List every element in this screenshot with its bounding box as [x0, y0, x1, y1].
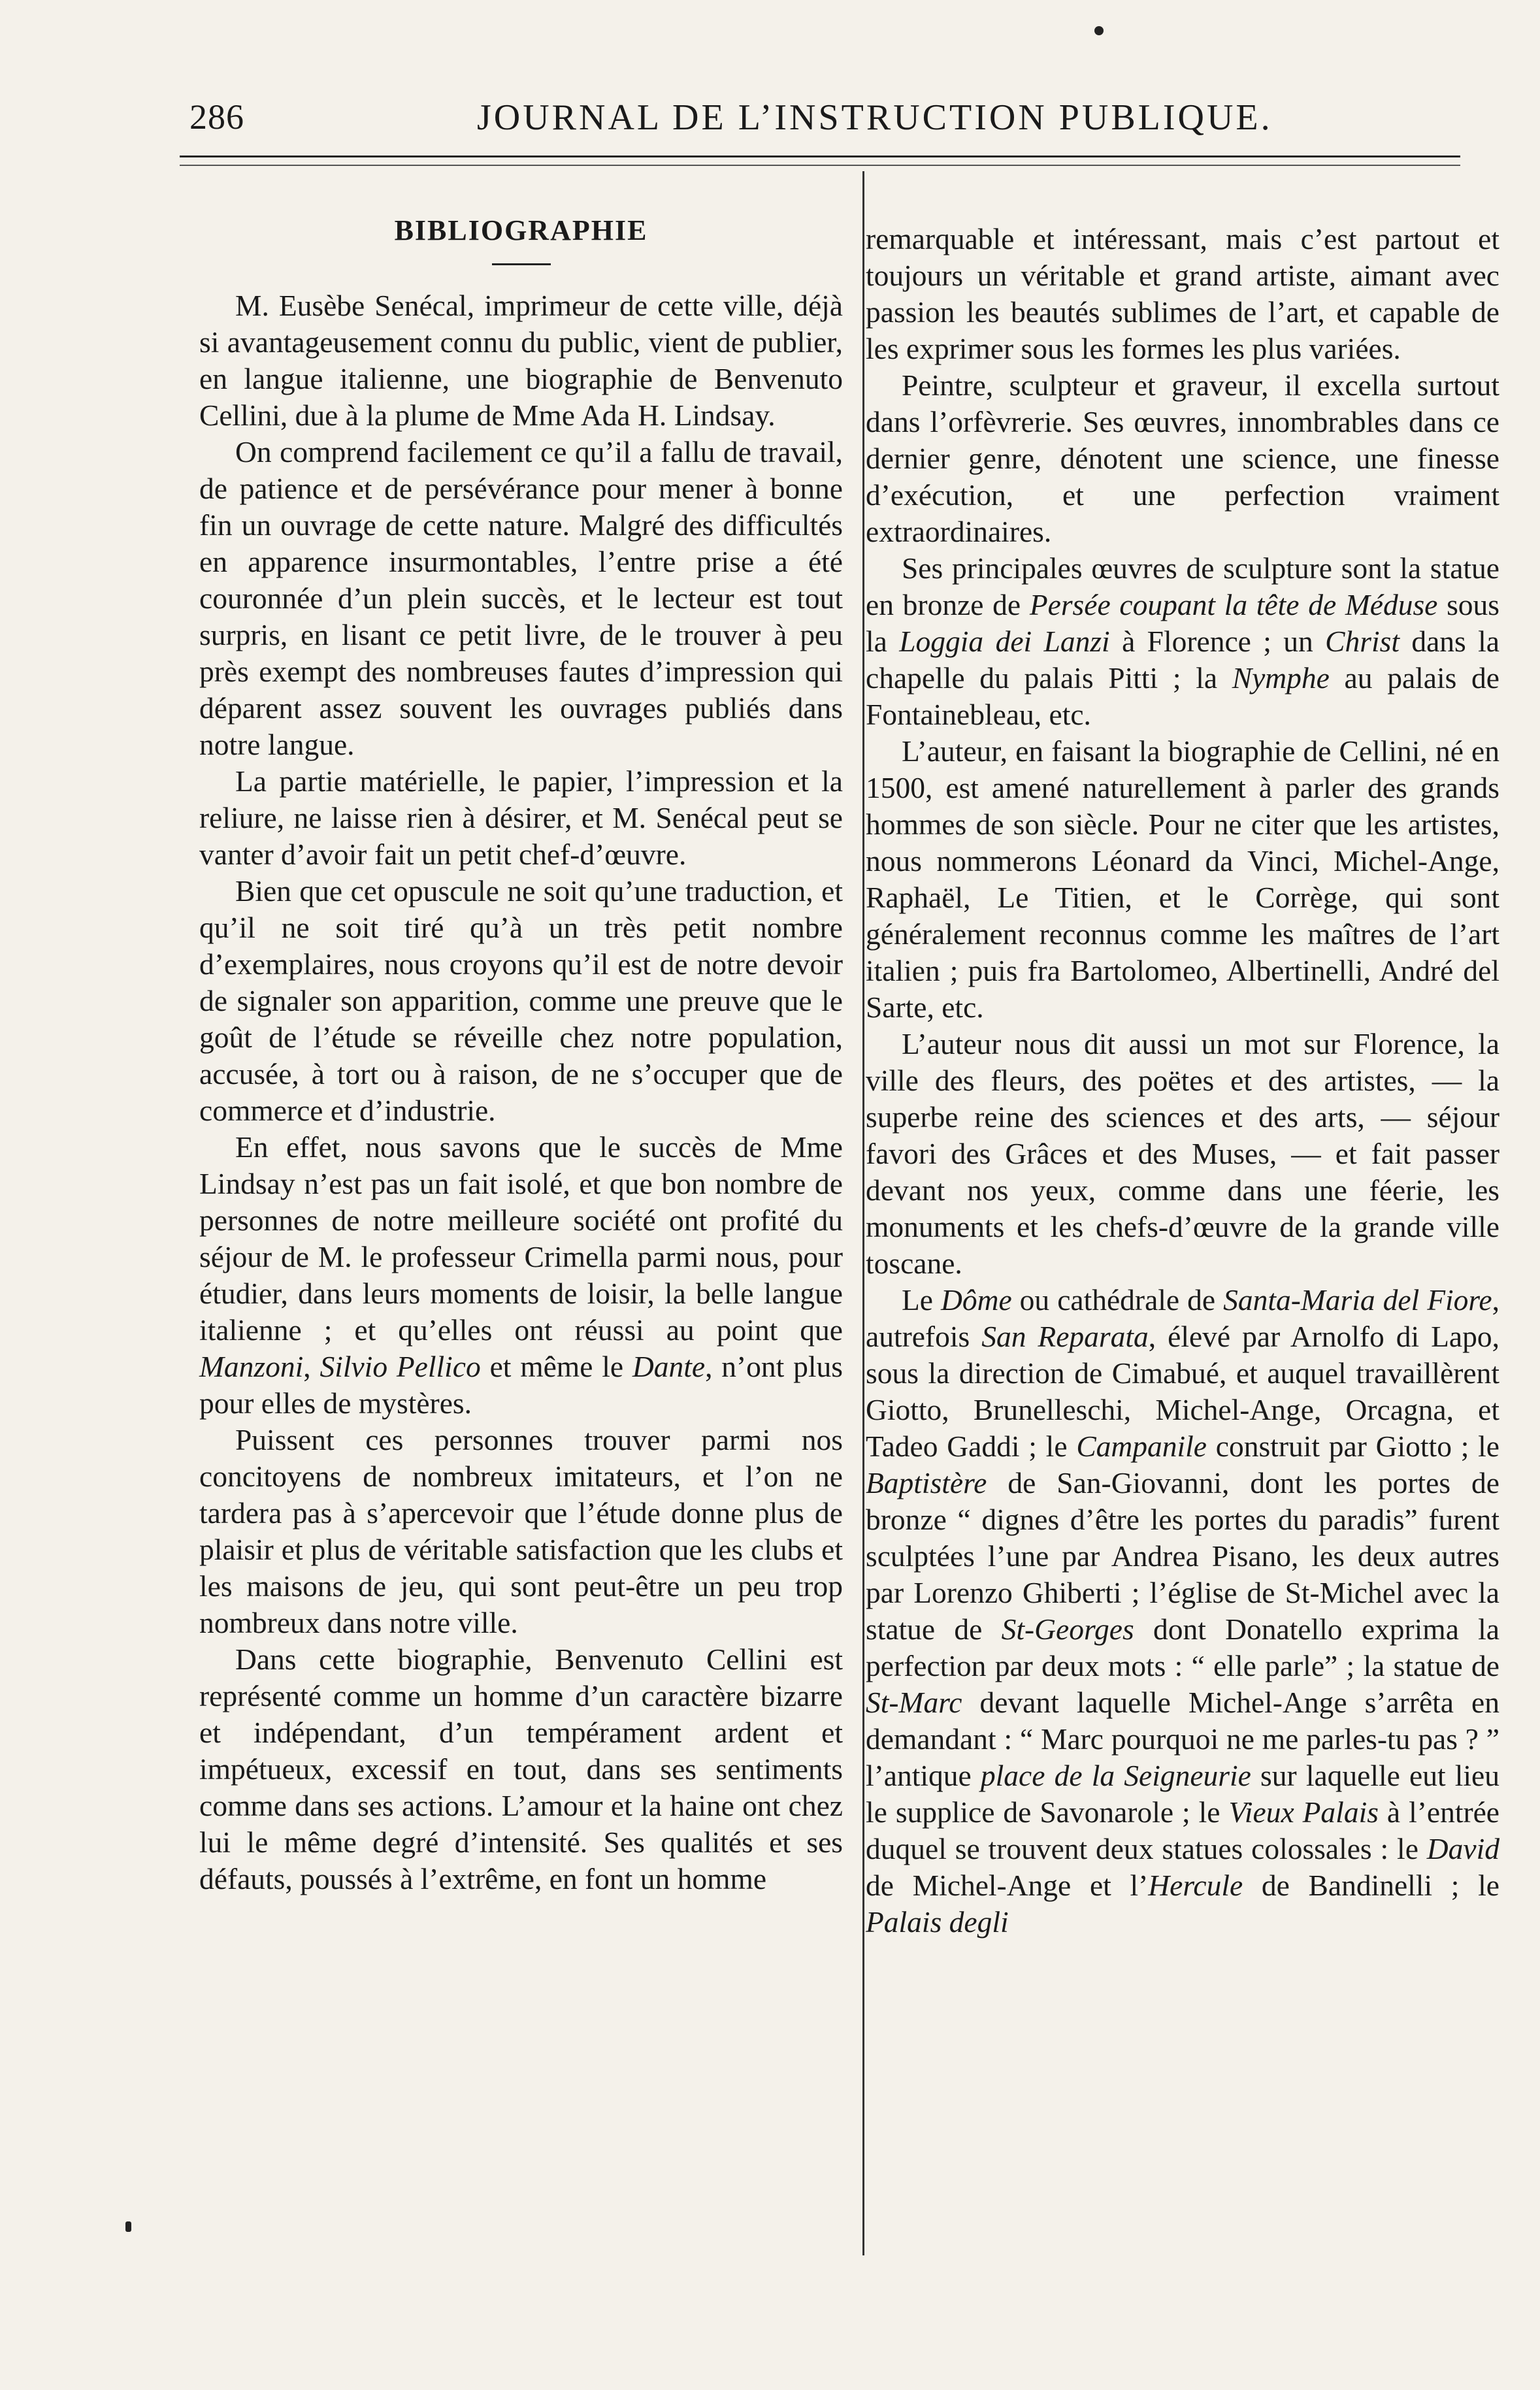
italic-title: Persée coupant la tête de Méduse	[1029, 588, 1438, 621]
italic-title: place de la Seigneurie	[980, 1759, 1251, 1792]
text-run: de San-Giovanni, dont les portes de bronze “ dignes d’être les portes du paradis” furent sculptées l’une par Andrea Pisano, les deux autres par Lorenzo Ghiberti ; l’église de St-Michel avec la statue de	[866, 1466, 1499, 1646]
text-run: sur laquelle eut lieu le supplice de Savonarole ; le	[866, 1759, 1499, 1829]
text-run: sous la	[866, 588, 1499, 658]
paragraph: Puissent ces personnes trouver parmi nos concitoyens de nombreux imitateurs, et l’on ne tardera pas à s’apercevoir que l’étude donne plus de plaisir et plus de véritable satisfaction que les clubs et les maisons de jeu, qui sont peut-être un peu trop nombreux dans notre ville.	[199, 1423, 843, 1639]
page-header	[189, 90, 1300, 149]
paragraph: Bien que cet opuscule ne soit qu’une traduction, et qu’il ne soit tiré qu’à un très petit nombre d’exemplaires, nous croyons qu’il est de notre devoir de signaler son apparition, comme une preuve que le goût de l’étude se réveille chez notre population, accusée, à tort ou à raison, de ne s’occuper que de commerce et d’industrie.	[199, 874, 843, 1127]
text-run: dans la chapelle du palais Pitti ; la	[866, 625, 1499, 695]
left-column	[199, 212, 843, 1897]
text-run: au palais de Fontainebleau, etc.	[866, 661, 1499, 731]
paragraph: L’auteur, en faisant la biographie de Cellini, né en 1500, est amené naturellement à parler des grands hommes de son siècle. Pour ne citer que les artistes, nous nommerons Léonard da Vinci, Michel-Ange, Raphaël, Le Titien, et le Corrège, qui sont généralement reconnus comme les maîtres de l’art italien ; puis fra Bartolomeo, Albertinelli, André del Sarte, etc.	[866, 734, 1499, 1024]
italic-title: Campanile	[1076, 1430, 1207, 1463]
running-title: JOURNAL DE L’INSTRUCTION PUBLIQUE.	[477, 97, 1273, 138]
text-run: à Florence ; un	[1109, 625, 1326, 658]
italic-title: Hercule	[1148, 1869, 1243, 1902]
header-rule-thin	[180, 165, 1460, 166]
text-run: de Bandinelli ; le	[1243, 1869, 1499, 1902]
italic-title: St-Georges	[1001, 1612, 1134, 1646]
page-number: 286	[189, 97, 244, 137]
margin-mark	[125, 2221, 131, 2232]
paragraph	[866, 1282, 1499, 1940]
italic-title: Baptistère	[866, 1466, 987, 1499]
text-run: devant laquelle Michel-Ange s’arrêta en demandant : “ Marc pourquoi ne me parles-tu pas ? ” l’antique	[866, 1686, 1499, 1792]
text-run: ou cathédrale de	[1011, 1283, 1224, 1317]
paragraph: Dans cette biographie, Benvenuto Cellini est représenté comme un homme d’un caractère bizarre et indépendant, d’un tempérament ardent et impétueux, excessif en tout, dans ses sentiments comme dans ses actions. L’amour et la haine ont chez lui le même degré d’intensité. Ses qualités et ses défauts, poussés à l’extrême, en font un homme	[199, 1643, 843, 1895]
italic-title: David	[1426, 1832, 1499, 1865]
italic-title: Palais degli	[866, 1905, 1009, 1939]
right-column	[866, 221, 1499, 1940]
text-run: à l’entrée duquel se trouvent deux statues colossales : le	[866, 1795, 1499, 1865]
italic-title: Nymphe	[1232, 661, 1330, 695]
text-run: , n’ont plus pour elles de mystères.	[199, 1350, 843, 1420]
italic-title: St-Marc	[866, 1686, 962, 1719]
text-run: construit par Giotto ; le	[1207, 1430, 1499, 1463]
italic-title: Vieux Palais	[1228, 1795, 1379, 1829]
paragraph: M. Eusèbe Senécal, imprimeur de cette ville, déjà si avantageusement connu du public, vient de publier, en langue italienne, une biographie de Benvenuto Cellini, due à la plume de Mme Ada H. Lindsay.	[199, 289, 843, 432]
text-run: , autrefois	[866, 1283, 1499, 1353]
paragraph: On comprend facilement ce qu’il a fallu de travail, de patience et de persévérance pour mener à bonne fin un ouvrage de cette nature. Malgré des difficultés en apparence insurmontables, l’entre prise a été couronnée d’un plein succès, et le lecteur est tout surpris, en lisant ce petit livre, de le trouver à peu près exempt des nombreuses fautes d’impression qui déparent assez souvent les ouvrages publiés dans notre langue.	[199, 435, 843, 761]
italic-title: Loggia dei Lanzi	[899, 625, 1110, 658]
text-run: Ses principales œuvres de sculpture sont la statue en bronze de	[866, 551, 1499, 621]
italic-title: Dante	[632, 1350, 706, 1383]
heading-dash	[492, 263, 551, 265]
paragraph	[199, 1129, 843, 1422]
text-run: ,	[303, 1350, 320, 1383]
text-run: , élevé par Arnolfo di Lapo, sous la direction de Cimabué, et auquel travaillèrent Giotto, Brunelleschi, Michel-Ange, Orcagna, et Tadeo Gaddi ; le	[866, 1320, 1500, 1463]
text-run: En effet, nous savons que le succès de Mme Lindsay n’est pas un fait isolé, et que bon nombre de personnes de notre meilleure société ont profité du séjour de M. le professeur Crimella parmi nous, pour étudier, dans leurs moments de loisir, la belle langue italienne ; et qu’elles ont réussi au point que	[199, 1130, 843, 1347]
header-rule	[180, 156, 1460, 157]
italic-title: San Reparata	[981, 1320, 1149, 1353]
italic-title: Dôme	[941, 1283, 1012, 1317]
paragraph: remarquable et intéressant, mais c’est partout et toujours un véritable et grand artiste, aimant avec passion les beautés sublimes de l’art, et capable de les exprimer sous les formes les plus variées.	[866, 222, 1499, 365]
italic-title: Silvio Pellico	[319, 1350, 481, 1383]
column-divider	[862, 171, 864, 2255]
italic-title: Manzoni	[199, 1350, 304, 1383]
paragraph: La partie matérielle, le papier, l’impression et la reliure, ne laisse rien à désirer, et M. Senécal peut se vanter d’avoir fait un petit chef-d’œuvre.	[199, 764, 843, 871]
text-run: de Michel-Ange et l’	[866, 1869, 1149, 1902]
section-heading: BIBLIOGRAPHIE	[394, 214, 648, 246]
paragraph	[866, 550, 1499, 733]
italic-title: Santa-Maria del Fiore	[1223, 1283, 1492, 1317]
text-run: et même le	[480, 1350, 632, 1383]
text-run: dont Donatello exprima la perfection par deux mots : “ elle parle” ; la statue de	[866, 1612, 1500, 1682]
paragraph: Peintre, sculpteur et graveur, il excella surtout dans l’orfèvrerie. Ses œuvres, innombrables dans ce dernier genre, dénotent une science, une finesse d’exécution, et une perfection vraiment extraordinaires.	[866, 368, 1499, 548]
printer-mark	[1094, 26, 1104, 35]
italic-title: Christ	[1325, 625, 1400, 658]
paragraph: L’auteur nous dit aussi un mot sur Florence, la ville des fleurs, des poëtes et des artistes, — la superbe reine des sciences et des arts, — séjour favori des Grâces et des Muses, — et fait passer devant nos yeux, comme dans une féerie, les monuments et les chefs-d’œuvre de la grande ville toscane.	[866, 1027, 1499, 1280]
text-run: Le	[902, 1283, 941, 1317]
